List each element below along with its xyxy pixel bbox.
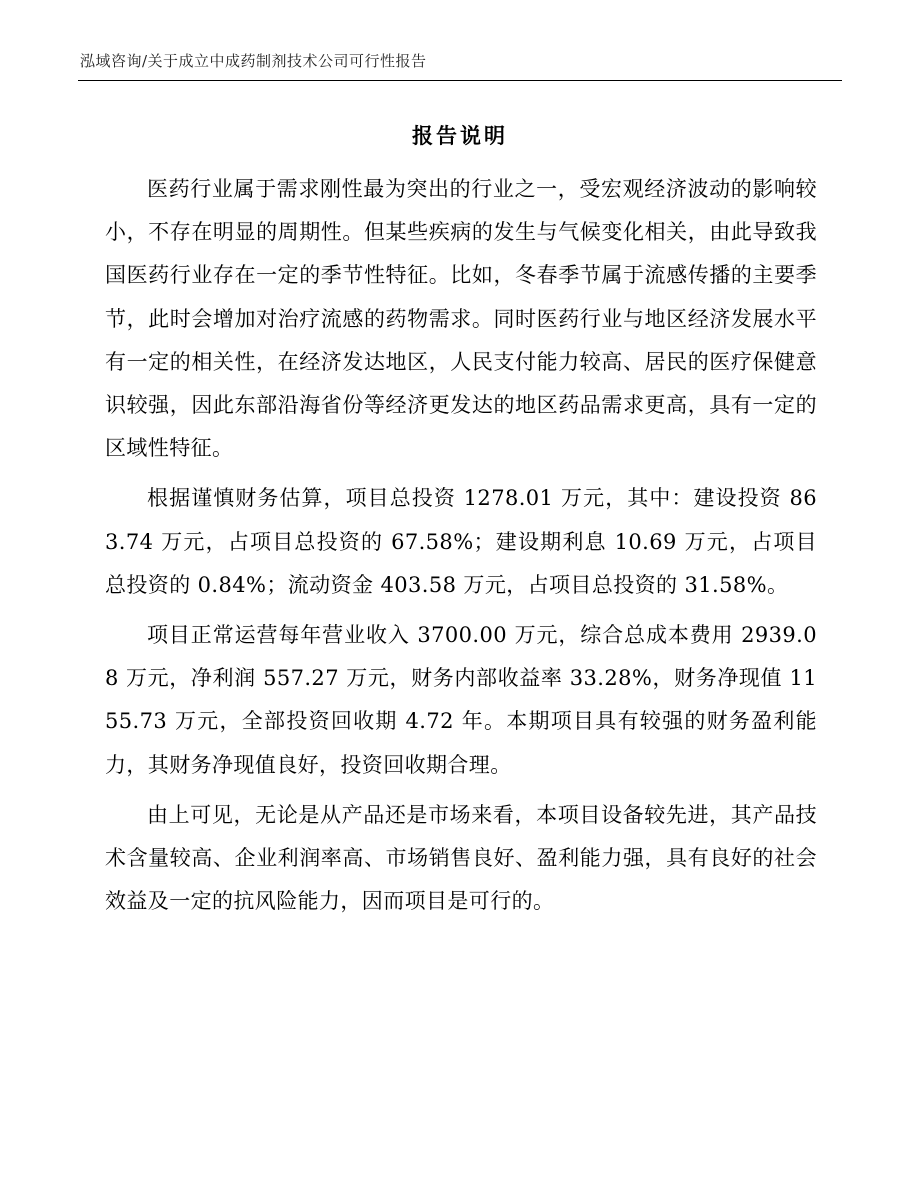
header-divider (78, 80, 842, 81)
report-body (105, 168, 817, 923)
running-header: 泓域咨询/关于成立中成药制剂技术公司可行性报告 (80, 52, 427, 70)
paragraph-conclusion: 由上可见，无论是从产品还是市场来看，本项目设备较先进，其产品技术含量较高、企业利润率高、市场销售良好、盈利能力强，具有良好的社会效益及一定的抗风险能力，因而项目是可行的。 (105, 802, 817, 914)
paragraph-industry: 医药行业属于需求刚性最为突出的行业之一，受宏观经济波动的影响较小，不存在明显的周期性。但某些疾病的发生与气候变化相关，由此导致我国医药行业存在一定的季节性特征。比如，冬春季节属于流感传播的主要季节，此时会增加对治疗流感的药物需求。同时医药行业与地区经济发展水平有一定的相关性，在经济发达地区，人民支付能力较高、居民的医疗保健意识较强，因此东部沿海省份等经济更发达的地区药品需求更高，具有一定的区域性特征。 (105, 177, 817, 461)
paragraph-investment: 根据谨慎财务估算，项目总投资 1278.01 万元，其中：建设投资 863.74 万元，占项目总投资的 67.58%；建设期利息 10.69 万元，占项目总投资的 0.84%；流动资金 403.58 万元，占项目总投资的 31.58%。 (105, 486, 817, 597)
page-title: 报告说明 (412, 123, 508, 148)
paragraph-operations: 项目正常运营每年营业收入 3700.00 万元，综合总成本费用 2939.08 万元，净利润 557.27 万元，财务内部收益率 33.28%，财务净现值 1155.73 万元，全部投资回收期 4.72 年。本期项目具有较强的财务盈利能力，其财务净现值良好，投资回收期合理。 (105, 623, 817, 777)
